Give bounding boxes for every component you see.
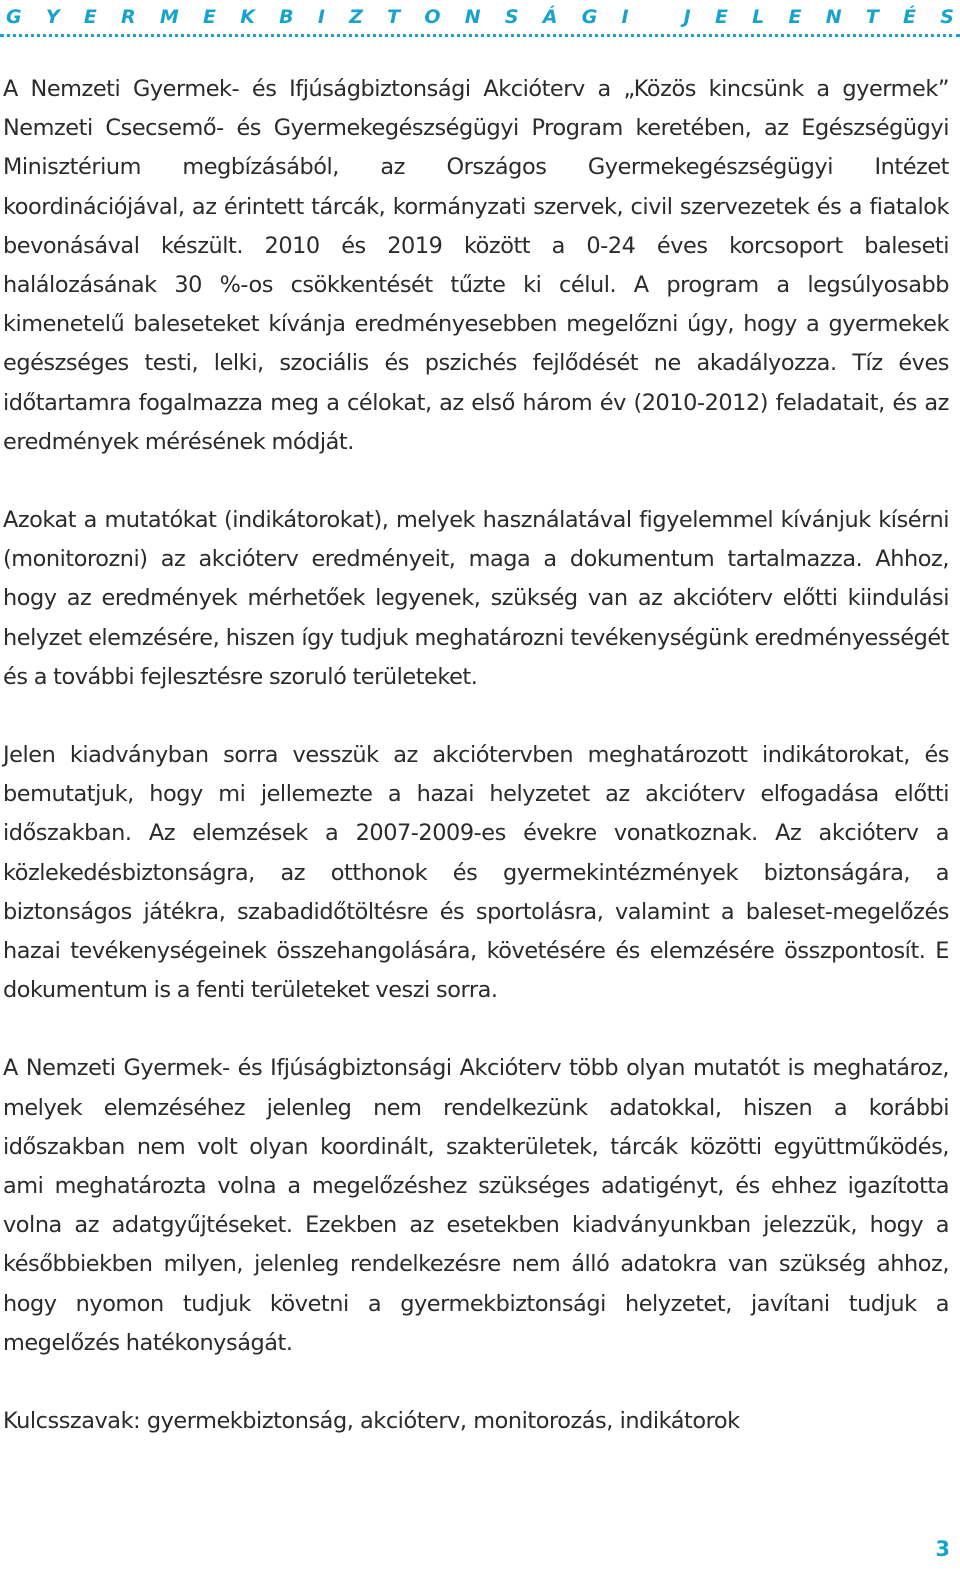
running-title-letter: L bbox=[752, 6, 765, 28]
running-title-letter: J bbox=[683, 6, 691, 28]
running-title-letter: E bbox=[714, 6, 728, 28]
running-title-letter: Á bbox=[542, 6, 558, 28]
body-text bbox=[3, 70, 949, 1441]
paragraph-intro: A Nemzeti Gyermek- és Ifjúságbiztonsági Akcióterv a „Közös kincsünk a gyermek” Nemzeti Csecsemő- és Gyermekegészségügyi Program keretében, az Egészségügyi Minisztérium megbízásából, az Országos Gyermekegészségügyi Intézet koordinációjával, az érintett tárcák, kormányzati szervek, civil szervezetek és a fiatalok bevonásával készült. 2010 és 2019 között a 0-24 éves korcsoport baleseti halálozásának 30 %-os csökkentését tűzte ki célul. A program a legsúlyosabb kimenetelű baleseteket kívánja eredményesebben megelőzni úgy, hogy a gyermekek egészséges testi, lelki, szociális és pszichés fejlődését ne akadályozza. Tíz éves időtartamra fogalmazza meg a célokat, az első három év (2010-2012) feladatait, és az eredmények mérésének módját. bbox=[3, 76, 949, 455]
running-title-letter: N bbox=[464, 6, 481, 28]
running-title-letter: T bbox=[865, 6, 879, 28]
running-title-letter: I bbox=[317, 6, 325, 28]
running-title-letter: G bbox=[581, 6, 598, 28]
running-title bbox=[6, 6, 954, 28]
running-title-letter: O bbox=[424, 6, 441, 28]
paragraph-missing-data: A Nemzeti Gyermek- és Ifjúságbiztonsági Akcióterv több olyan mutatót is meghatároz, melyek elemzéséhez jelenleg nem rendelkezünk adatokkal, hiszen a korábbi időszakban nem volt olyan koordinált, szakterületek, tárcák közötti együttműködés, ami meghatározta volna a megelőzéshez szükséges adatigényt, és ehhez igazította volna az adatgyűjtéseket. Ezekben az esetekben kiadványunkban jelezzük, hogy a későbbiekben milyen, jelenleg rendelkezésre nem álló adatokra van szükség ahhoz, hogy nyomon tudjuk követni a gyermekbiztonsági helyzetet, javítani tudjuk a megelőzés hatékonyságát. bbox=[3, 1055, 949, 1356]
paragraph-publication: Jelen kiadványban sorra vesszük az akciótervben meghatározott indikátorokat, és bemutatjuk, hogy mi jellemezte a hazai helyzetet az akcióterv elfogadása előtti időszakban. Az elemzések a 2007-2009-es évekre vonatkoznak. Az akcióterv a közlekedésbiztonságra, az otthonok és gyermekintézmények biztonságára, a biztonságos játékra, szabadidőtöltésre és sportolásra, valamint a baleset-megelőzés hazai tevékenységeinek összehangolására, követésére és elemzésére összpontosít. E dokumentum is a fenti területeket veszi sorra. bbox=[3, 742, 949, 1004]
page-header bbox=[0, 4, 960, 38]
dotted-rule bbox=[0, 34, 960, 37]
paragraph-indicators: Azokat a mutatókat (indikátorokat), melyek használatával figyelemmel kívánjuk kísérni (monitorozni) az akcióterv eredményeit, maga a dokumentum tartalmazza. Ahhoz, hogy az eredmények mérhetőek legyenek, szükség van az akcióterv előtti kiindulási helyzet elemzésére, hiszen így tudjuk meghatározni tevékenységünk eredményességét és a további fejlesztésre szoruló területeket. bbox=[3, 507, 949, 690]
page-number: 3 bbox=[935, 1537, 950, 1561]
running-title-letter bbox=[653, 6, 660, 28]
running-title-letter: I bbox=[621, 6, 629, 28]
running-title-letter: Y bbox=[45, 6, 60, 28]
running-title-letter: S bbox=[504, 6, 519, 28]
running-title-letter: T bbox=[387, 6, 401, 28]
running-title-letter: E bbox=[203, 6, 216, 28]
running-title-letter: N bbox=[825, 6, 842, 28]
running-title-letter: S bbox=[940, 6, 954, 28]
running-title-letter: B bbox=[279, 6, 294, 28]
running-title-letter: G bbox=[6, 6, 22, 28]
running-title-letter: R bbox=[121, 6, 136, 28]
running-title-letter: K bbox=[240, 6, 255, 28]
keywords: Kulcsszavak: gyermekbiztonság, akcióterv, monitorozás, indikátorok bbox=[3, 1408, 740, 1435]
running-title-letter: E bbox=[83, 6, 97, 28]
running-title-letter: E bbox=[788, 6, 802, 28]
running-title-letter: É bbox=[903, 6, 916, 28]
running-title-letter: Z bbox=[349, 6, 363, 28]
running-title-letter: M bbox=[159, 6, 179, 28]
